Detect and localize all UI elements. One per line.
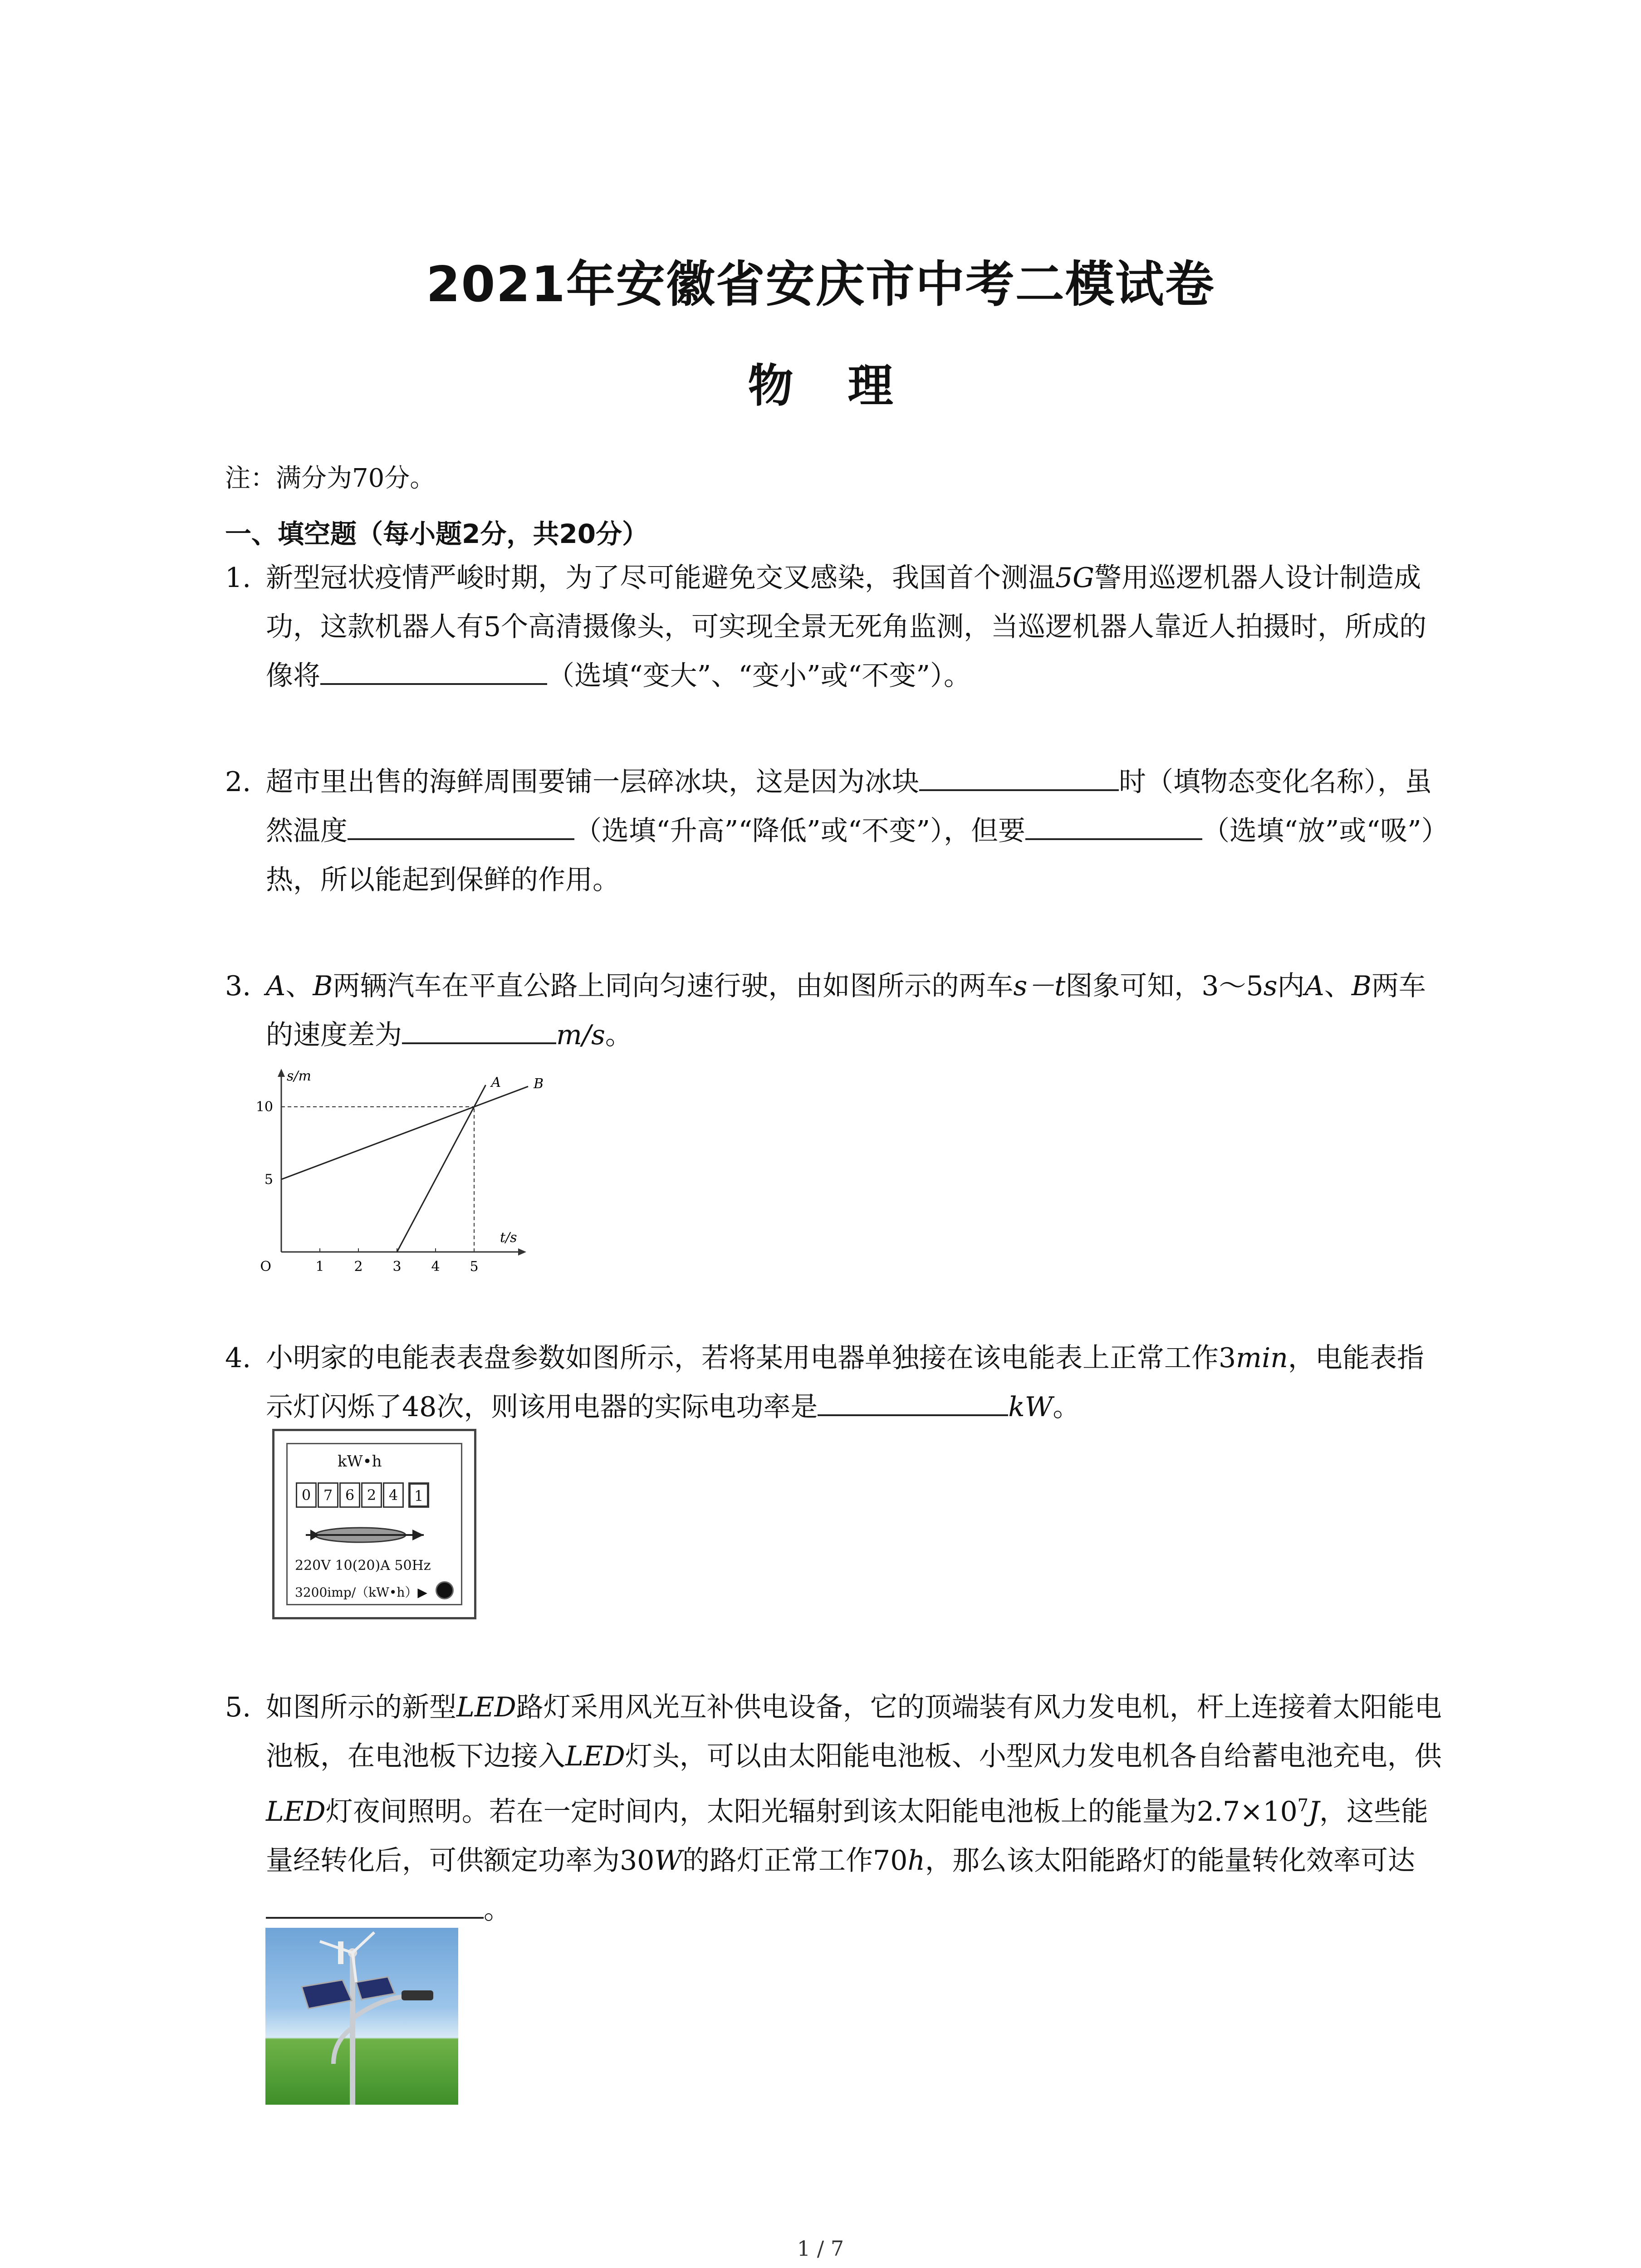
- answer-blank[interactable]: [919, 761, 1119, 791]
- energy-meter-figure: [272, 1429, 476, 1619]
- question-text: 的路灯正常工作70: [682, 1845, 908, 1877]
- unit-label: m/s: [556, 1019, 605, 1051]
- question-text: 。: [605, 1019, 632, 1051]
- question-number: 3.: [225, 970, 251, 1002]
- meter-spec: 220V 10(20)A 50Hz: [295, 1558, 431, 1574]
- subject-char-2: 理: [847, 359, 893, 412]
- exponent: 7: [1297, 1795, 1308, 1815]
- question-text: B: [1351, 970, 1372, 1002]
- question-text: ，电能表指示灯闪烁了48次，则该用电器的实际电功率是: [266, 1342, 1424, 1423]
- x-axis-label: t/s: [500, 1230, 517, 1246]
- unit-label: kW: [1008, 1391, 1053, 1423]
- st-graph: [245, 1039, 590, 1293]
- meter-digit: 2: [361, 1482, 382, 1508]
- series-line-B: [281, 1086, 528, 1179]
- meter-digits: [296, 1482, 430, 1508]
- x-tick-label: 1: [315, 1259, 324, 1275]
- question-number: 4.: [225, 1342, 251, 1374]
- series-label-A: A: [491, 1075, 501, 1090]
- question-text: B: [313, 970, 333, 1002]
- answer-blank[interactable]: [320, 655, 547, 685]
- y-tick-label: 5: [264, 1172, 273, 1188]
- question-text: 5G: [1055, 562, 1095, 594]
- x-tick-label: 4: [431, 1259, 440, 1275]
- street-lamp-photo: [265, 1928, 458, 2105]
- section-heading: 一、填空题（每小题2分，共20分）: [225, 518, 649, 549]
- question-text: 、: [1324, 970, 1352, 1002]
- x-tick-label: 5: [470, 1259, 479, 1275]
- indicator-light-icon: [436, 1581, 454, 1599]
- question-text: min: [1236, 1342, 1288, 1374]
- meter-imp-constant: 3200imp/（kW•h）▶: [295, 1585, 427, 1600]
- x-tick-label: 3: [392, 1259, 402, 1275]
- subject-heading: [0, 349, 1641, 415]
- question-text: （选填“变大”、“变小”或“不变”）。: [547, 660, 971, 692]
- question-text: 内: [1277, 970, 1305, 1002]
- series-line-A: [397, 1085, 486, 1252]
- question-text: （选填“放”或“吸”）热，所以能起到保鲜的作用。: [266, 815, 1449, 896]
- question-text: LED: [456, 1691, 516, 1723]
- y-axis-arrow: [278, 1069, 285, 1077]
- question-1: [225, 553, 1450, 700]
- question-text: 、: [285, 970, 313, 1002]
- meter-digit: 6: [339, 1482, 360, 1508]
- meter-decimal-digit: 1: [408, 1482, 429, 1508]
- question-text: W: [654, 1845, 683, 1877]
- question-text: 两辆汽车在平直公路上同向匀速行驶，由如图所示的两车: [333, 970, 1014, 1002]
- question-5: [225, 1683, 1450, 1934]
- origin-label: O: [260, 1259, 271, 1275]
- y-tick-label: 10: [255, 1099, 273, 1115]
- question-number: 2.: [225, 766, 251, 798]
- x-tick-label: 2: [354, 1259, 363, 1275]
- question-text: 。: [1053, 1391, 1080, 1423]
- question-text: ，这些能量经转化后，可供额定功率为30: [266, 1796, 1429, 1877]
- y-axis-label: s/m: [287, 1068, 311, 1084]
- meter-digit: 0: [296, 1482, 317, 1508]
- question-text: 新型冠状疫情严峻时期，为了尽可能避免交叉感染，我国首个测温: [266, 562, 1055, 594]
- page-number: 1 / 7: [797, 2236, 844, 2261]
- question-text: 如图所示的新型: [266, 1691, 456, 1723]
- question-2: [225, 758, 1450, 904]
- question-text: 时（填物态变化名称），虽然温度: [266, 766, 1432, 847]
- meter-digit: 4: [383, 1482, 404, 1508]
- question-text: 两车的速度差为: [266, 970, 1426, 1051]
- question-text: 警用巡逻机器人设计制造成功，这款机器人有5个高清摄像头，可实现全景无死角监测，当巡逻机器人靠近人拍摄时，所成的像将: [266, 562, 1427, 692]
- answer-blank[interactable]: [818, 1386, 1008, 1416]
- question-text: 路灯采用风光互补供电设备，它的顶端装有风力发电机，杆上连接着太阳能电池板，在电池板下边接入: [266, 1691, 1442, 1772]
- meter-digit: 7: [318, 1482, 338, 1508]
- meter-unit: kW•h: [338, 1452, 382, 1471]
- question-text: s: [1263, 970, 1278, 1002]
- question-number: 5.: [225, 1691, 251, 1723]
- question-text: h: [907, 1845, 926, 1877]
- question-text: 图象可知，3～5: [1065, 970, 1264, 1002]
- question-text: LED: [565, 1740, 625, 1772]
- question-4: [225, 1334, 1450, 1432]
- question-text: A: [1304, 970, 1324, 1002]
- exam-title: 2021年安徽省安庆市中考二模试卷: [426, 256, 1215, 313]
- question-text: J: [1308, 1796, 1320, 1828]
- question-text: 灯夜间照明。若在一定时间内，太阳光辐射到该太阳能电池板上的能量为2.7×10: [325, 1796, 1298, 1828]
- answer-blank[interactable]: [266, 1889, 484, 1919]
- question-text: s－t: [1013, 970, 1066, 1002]
- question-text: （选填“升高”“降低”或“不变”），但要: [574, 815, 1026, 847]
- question-text: ，那么该太阳能路灯的能量转化效率可达: [925, 1845, 1416, 1877]
- question-text: LED: [266, 1796, 326, 1828]
- question-text: 小明家的电能表表盘参数如图所示，若将某用电器单独接在该电能表上正常工作3: [266, 1342, 1236, 1374]
- question-number: 1.: [225, 562, 251, 594]
- question-text: 超市里出售的海鲜周围要铺一层碎冰块，这是因为冰块: [266, 766, 919, 798]
- series-label-B: B: [534, 1076, 544, 1092]
- subject-char-1: 物: [748, 359, 794, 412]
- score-note: 注：满分为70分。: [225, 464, 436, 493]
- question-text: 灯头，可以由太阳能电池板、小型风力发电机各自给蓄电池充电，供: [625, 1740, 1442, 1772]
- meter-face: [286, 1443, 462, 1605]
- question-text: A: [266, 970, 286, 1002]
- question-text: 。: [484, 1894, 511, 1926]
- x-axis-arrow: [518, 1248, 526, 1256]
- answer-blank[interactable]: [1025, 810, 1202, 840]
- street-lamp-illustration: [265, 1928, 458, 2105]
- meter-disc-icon: [301, 1521, 433, 1549]
- answer-blank[interactable]: [348, 810, 574, 840]
